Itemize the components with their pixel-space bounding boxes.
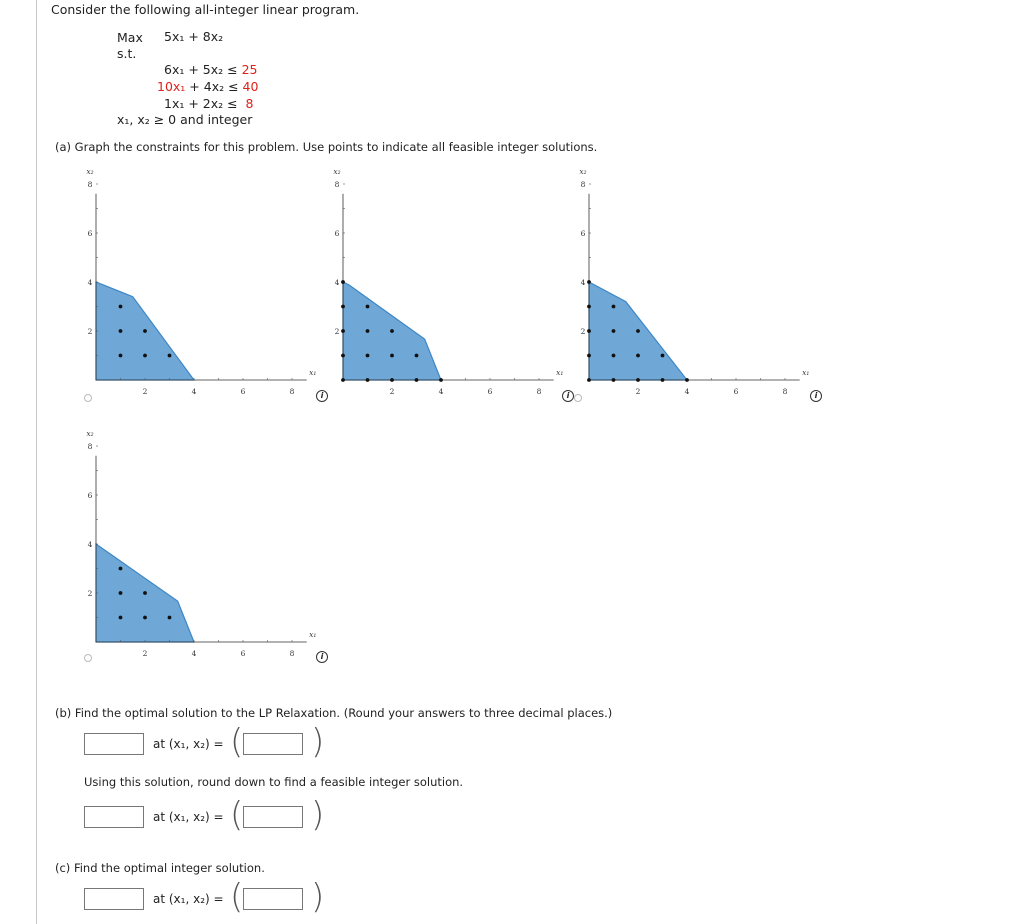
integer-point [661,378,665,382]
y-tick-label: 6 [334,229,340,238]
integer-point [168,354,172,358]
x-tick-label: 2 [142,649,148,658]
graph-svg [331,162,571,412]
integer-point [341,354,345,358]
integer-point [587,354,591,358]
graph-option-1-radio[interactable] [84,394,92,402]
graph-option-4 [84,424,324,674]
y-tick-label: 8 [580,180,586,189]
integer-solution-input[interactable] [243,888,303,910]
integer-point [341,305,345,309]
y-axis-label: x₂ [579,167,587,176]
page-left-border [36,0,37,924]
graph-svg [84,424,324,674]
integer-point [119,591,123,595]
part-a-question: (a) Graph the constraints for this problem. Use points to indicate all feasible integer solutions. [55,140,598,154]
y-tick-label: 4 [87,278,93,287]
integer-point [119,354,123,358]
y-tick-label: 2 [334,327,340,336]
graph-option-4-info-icon[interactable]: i [316,651,328,663]
integer-point [612,354,616,358]
integer-point [415,354,419,358]
integer-point [636,378,640,382]
graph-option-1 [84,162,324,412]
integer-point [390,329,394,333]
x-tick-label: 8 [536,387,542,396]
x-tick-label: 6 [240,649,246,658]
integer-point [636,329,640,333]
integer-point [168,616,172,620]
x-axis-label: x₁ [309,630,317,639]
at-label: at (x₁, x₂) = [153,810,224,824]
objective: 5x₁ + 8x₂ [164,29,224,44]
rounded-objective-input[interactable] [84,806,144,828]
integer-point [612,305,616,309]
y-tick-label: 2 [580,327,586,336]
integer-point [119,329,123,333]
integer-point [661,354,665,358]
integer-point [143,354,147,358]
y-tick-label: 8 [87,442,93,451]
x-tick-label: 4 [684,387,690,396]
x-tick-label: 2 [142,387,148,396]
x-tick-label: 6 [733,387,739,396]
x-axis-label: x₁ [802,368,810,377]
close-paren: ) [311,877,325,917]
integer-point [390,354,394,358]
y-axis-label: x₂ [86,429,94,438]
integer-point [341,329,345,333]
x-tick-label: 6 [240,387,246,396]
integer-point [143,591,147,595]
close-paren: ) [311,795,325,835]
integer-point [636,354,640,358]
st-label: s.t. [117,46,137,61]
y-tick-label: 6 [87,229,93,238]
integer-point [587,280,591,284]
x-tick-label: 8 [289,649,295,658]
y-tick-label: 2 [87,589,93,598]
lp-solution-input[interactable] [243,733,303,755]
at-label: at (x₁, x₂) = [153,737,224,751]
graph-option-3 [577,162,817,412]
graph-option-2-info-icon[interactable]: i [562,390,574,402]
x-tick-label: 4 [191,649,197,658]
y-tick-label: 8 [87,180,93,189]
integer-point [119,567,123,571]
y-tick-label: 4 [580,278,586,287]
lp-objective-input[interactable] [84,733,144,755]
integer-point [143,616,147,620]
integer-point [587,305,591,309]
constraint-3: 1x₁ + 2x₂ ≤ 8 [164,96,254,111]
part-c-question: (c) Find the optimal integer solution. [55,861,265,875]
close-paren: ) [311,722,325,762]
integer-point [366,329,370,333]
integer-point [366,354,370,358]
graph-svg [577,162,817,412]
x-tick-label: 4 [438,387,444,396]
round-down-instruction: Using this solution, round down to find a feasible integer solution. [84,775,464,789]
graph-option-3-info-icon[interactable]: i [810,390,822,402]
x-tick-label: 8 [289,387,295,396]
y-axis-label: x₂ [333,167,341,176]
graph-option-2 [331,162,571,412]
y-tick-label: 4 [87,540,93,549]
x-tick-label: 2 [635,387,641,396]
integer-point [439,378,443,382]
integer-point [685,378,689,382]
integer-point [587,378,591,382]
integer-objective-input[interactable] [84,888,144,910]
nonnegativity: x₁, x₂ ≥ 0 and integer [117,112,253,127]
integer-point [119,305,123,309]
integer-point [587,329,591,333]
intro-text: Consider the following all-integer linear program. [51,2,360,17]
y-tick-label: 6 [580,229,586,238]
open-paren: ( [230,722,244,762]
graph-option-4-radio[interactable] [84,654,92,662]
integer-point [366,305,370,309]
x-tick-label: 6 [487,387,493,396]
open-paren: ( [230,877,244,917]
y-tick-label: 8 [334,180,340,189]
x-tick-label: 4 [191,387,197,396]
integer-point [366,378,370,382]
max-label: Max [117,30,143,45]
rounded-solution-input[interactable] [243,806,303,828]
integer-point [341,378,345,382]
part-b-question: (b) Find the optimal solution to the LP Relaxation. (Round your answers to three decimal places.) [55,706,613,720]
at-label: at (x₁, x₂) = [153,892,224,906]
y-tick-label: 6 [87,491,93,500]
integer-point [119,616,123,620]
x-tick-label: 2 [389,387,395,396]
graph-svg [84,162,324,412]
constraint-1: 6x₁ + 5x₂ ≤ 25 [164,62,258,77]
integer-point [390,378,394,382]
integer-point [612,329,616,333]
integer-point [415,378,419,382]
y-tick-label: 2 [87,327,93,336]
graph-option-1-info-icon[interactable]: i [316,390,328,402]
integer-point [612,378,616,382]
x-tick-label: 8 [782,387,788,396]
open-paren: ( [230,795,244,835]
y-axis-label: x₂ [86,167,94,176]
x-axis-label: x₁ [309,368,317,377]
integer-point [341,280,345,284]
x-axis-label: x₁ [556,368,564,377]
y-tick-label: 4 [334,278,340,287]
integer-point [143,329,147,333]
constraint-2: 10x₁ + 4x₂ ≤ 40 [157,79,259,94]
